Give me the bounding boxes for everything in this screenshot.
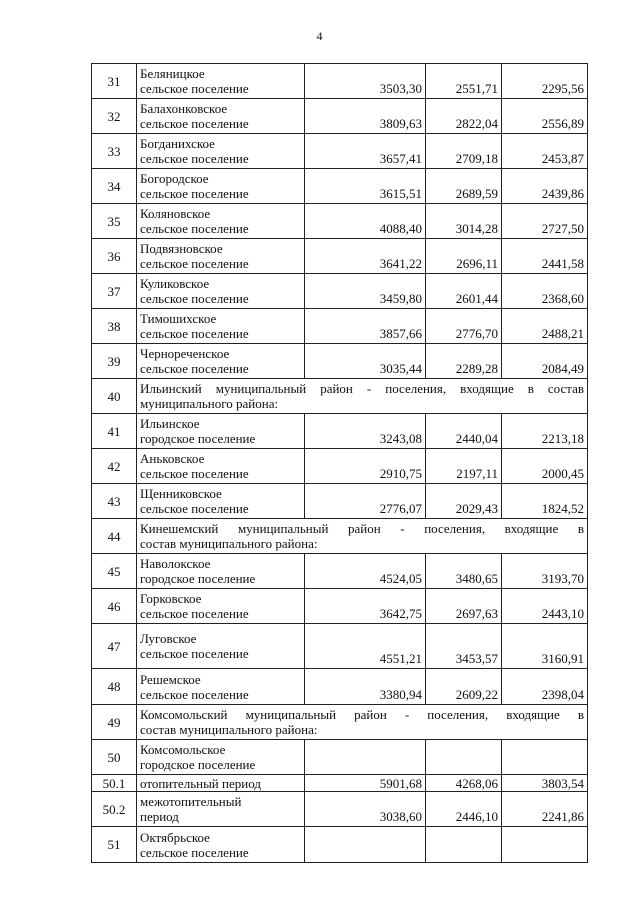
settlement-name-line: Куликовское bbox=[140, 276, 210, 291]
value-cell-1: 3503,30 bbox=[305, 64, 426, 99]
value-cell-3 bbox=[502, 827, 588, 863]
settlement-name bbox=[137, 344, 305, 379]
table-row bbox=[92, 169, 588, 204]
value-cell-3: 2439,86 bbox=[502, 169, 588, 204]
value-cell-1: 3657,41 bbox=[305, 134, 426, 169]
settlement-name bbox=[137, 589, 305, 624]
value-cell-2: 2689,59 bbox=[426, 169, 502, 204]
settlement-name-line: сельское поселение bbox=[140, 151, 249, 166]
value-cell-3: 2727,50 bbox=[502, 204, 588, 239]
settlement-name-line: межотопительный bbox=[140, 794, 242, 809]
table-row bbox=[92, 379, 588, 414]
settlement-name-line: отопительный период bbox=[140, 775, 261, 791]
settlement-name-line: сельское поселение bbox=[140, 606, 249, 621]
settlement-name-line: Октябрьское bbox=[140, 829, 210, 845]
value-cell-1 bbox=[305, 740, 426, 775]
row-number: 39 bbox=[92, 344, 137, 379]
value-cell-2: 2601,44 bbox=[426, 274, 502, 309]
value-cell-3: 2443,10 bbox=[502, 589, 588, 624]
value-cell-3: 2084,49 bbox=[502, 344, 588, 379]
row-number: 35 bbox=[92, 204, 137, 239]
row-number: 42 bbox=[92, 449, 137, 484]
value-cell-2: 2697,63 bbox=[426, 589, 502, 624]
settlement-name-line: Чернореченское bbox=[140, 346, 230, 361]
row-number: 46 bbox=[92, 589, 137, 624]
settlement-name bbox=[137, 99, 305, 134]
value-cell-2: 2289,28 bbox=[426, 344, 502, 379]
settlement-name-line: сельское поселение bbox=[140, 186, 249, 201]
table-row bbox=[92, 775, 588, 792]
value-cell-3: 2488,21 bbox=[502, 309, 588, 344]
row-number: 32 bbox=[92, 99, 137, 134]
value-cell-2: 2446,10 bbox=[426, 792, 502, 827]
value-cell-2: 2440,04 bbox=[426, 414, 502, 449]
table-row bbox=[92, 589, 588, 624]
table-row bbox=[92, 309, 588, 344]
district-header-line: состав муниципального района: bbox=[140, 722, 318, 737]
value-cell-1: 2910,75 bbox=[305, 449, 426, 484]
settlement-name-line: Подвязновское bbox=[140, 241, 223, 256]
settlement-name bbox=[137, 449, 305, 484]
value-cell-3 bbox=[502, 740, 588, 775]
settlement-name bbox=[137, 775, 305, 792]
settlement-name bbox=[137, 624, 305, 669]
row-number: 45 bbox=[92, 554, 137, 589]
settlement-name bbox=[137, 740, 305, 775]
settlement-name-line: Щенниковское bbox=[140, 486, 222, 501]
settlement-name-line: городское поселение bbox=[140, 571, 256, 586]
value-cell-1: 4524,05 bbox=[305, 554, 426, 589]
settlement-name-line: сельское поселение bbox=[140, 221, 249, 236]
settlement-name-line: сельское поселение bbox=[140, 361, 249, 376]
value-cell-3: 2368,60 bbox=[502, 274, 588, 309]
table-row bbox=[92, 99, 588, 134]
settlement-name bbox=[137, 827, 305, 863]
tariff-table bbox=[91, 63, 588, 863]
settlement-name bbox=[137, 169, 305, 204]
settlement-name bbox=[137, 309, 305, 344]
district-header-line: Комсомольский муниципальный район - поселения, входящие в bbox=[140, 707, 584, 722]
value-cell-2: 3480,65 bbox=[426, 554, 502, 589]
row-number: 34 bbox=[92, 169, 137, 204]
table-row bbox=[92, 449, 588, 484]
value-cell-2: 3014,28 bbox=[426, 204, 502, 239]
value-cell-3: 2241,86 bbox=[502, 792, 588, 827]
table-row bbox=[92, 484, 588, 519]
value-cell-1: 3857,66 bbox=[305, 309, 426, 344]
settlement-name-line: Богородское bbox=[140, 171, 209, 186]
settlement-name-line: сельское поселение bbox=[140, 326, 249, 341]
value-cell-3: 2213,18 bbox=[502, 414, 588, 449]
table-row bbox=[92, 705, 588, 740]
settlement-name-line: Балахонковское bbox=[140, 101, 228, 116]
value-cell-1 bbox=[305, 827, 426, 863]
table-row bbox=[92, 204, 588, 239]
value-cell-1: 3641,22 bbox=[305, 239, 426, 274]
settlement-name-line: Богданихское bbox=[140, 136, 215, 151]
settlement-name bbox=[137, 414, 305, 449]
settlement-name-line: городское поселение bbox=[140, 757, 256, 772]
value-cell-3: 3193,70 bbox=[502, 554, 588, 589]
settlement-name-line: сельское поселение bbox=[140, 466, 249, 481]
value-cell-2 bbox=[426, 740, 502, 775]
settlement-name bbox=[137, 134, 305, 169]
value-cell-1: 3642,75 bbox=[305, 589, 426, 624]
value-cell-2: 2551,71 bbox=[426, 64, 502, 99]
value-cell-1: 3380,94 bbox=[305, 669, 426, 705]
value-cell-2: 2696,11 bbox=[426, 239, 502, 274]
settlement-name-line: сельское поселение bbox=[140, 116, 249, 131]
settlement-name-line: Луговское bbox=[140, 631, 197, 646]
settlement-name-line: сельское поселение bbox=[140, 646, 249, 661]
settlement-name bbox=[137, 484, 305, 519]
value-cell-2: 2029,43 bbox=[426, 484, 502, 519]
district-header-line: муниципального района: bbox=[140, 396, 279, 411]
value-cell-2: 2822,04 bbox=[426, 99, 502, 134]
settlement-name-line: Решемское bbox=[140, 671, 201, 687]
value-cell-1: 3459,80 bbox=[305, 274, 426, 309]
settlement-name bbox=[137, 792, 305, 827]
district-header bbox=[137, 519, 588, 554]
row-number: 51 bbox=[92, 827, 137, 863]
value-cell-2: 2776,70 bbox=[426, 309, 502, 344]
row-number: 41 bbox=[92, 414, 137, 449]
value-cell-2 bbox=[426, 827, 502, 863]
settlement-name-line: сельское поселение bbox=[140, 686, 249, 702]
settlement-name bbox=[137, 239, 305, 274]
district-header bbox=[137, 705, 588, 740]
settlement-name bbox=[137, 669, 305, 705]
settlement-name-line: Комсомольское bbox=[140, 742, 226, 757]
settlement-name-line: Ильинское bbox=[140, 416, 200, 431]
settlement-name-line: городское поселение bbox=[140, 431, 256, 446]
settlement-name-line: период bbox=[140, 809, 179, 824]
table-row bbox=[92, 134, 588, 169]
table-row bbox=[92, 414, 588, 449]
value-cell-2: 4268,06 bbox=[426, 775, 502, 792]
value-cell-1: 3243,08 bbox=[305, 414, 426, 449]
settlement-name-line: Аньковское bbox=[140, 451, 205, 466]
row-number: 33 bbox=[92, 134, 137, 169]
settlement-name bbox=[137, 64, 305, 99]
table-row bbox=[92, 669, 588, 705]
table-row bbox=[92, 827, 588, 863]
row-number: 38 bbox=[92, 309, 137, 344]
settlement-name-line: Наволокское bbox=[140, 556, 211, 571]
table-row bbox=[92, 554, 588, 589]
value-cell-2: 2197,11 bbox=[426, 449, 502, 484]
row-number: 31 bbox=[92, 64, 137, 99]
row-number: 40 bbox=[92, 379, 137, 414]
district-header-line: Ильинский муниципальный район - поселения, входящие в состав bbox=[140, 381, 584, 396]
value-cell-3: 2295,56 bbox=[502, 64, 588, 99]
row-number: 37 bbox=[92, 274, 137, 309]
value-cell-3: 3160,91 bbox=[502, 624, 588, 669]
page-number: 4 bbox=[316, 29, 323, 43]
settlement-name-line: сельское поселение bbox=[140, 844, 249, 860]
table-body bbox=[92, 64, 588, 863]
settlement-name-line: сельское поселение bbox=[140, 291, 249, 306]
value-cell-3: 2398,04 bbox=[502, 669, 588, 705]
settlement-name bbox=[137, 554, 305, 589]
table-row bbox=[92, 519, 588, 554]
table-row bbox=[92, 344, 588, 379]
row-number: 48 bbox=[92, 669, 137, 705]
value-cell-1: 4551,21 bbox=[305, 624, 426, 669]
table-row bbox=[92, 274, 588, 309]
row-number: 50.2 bbox=[92, 792, 137, 827]
value-cell-2: 2609,22 bbox=[426, 669, 502, 705]
settlement-name-line: Беляницкое bbox=[140, 66, 205, 81]
table-row bbox=[92, 64, 588, 99]
settlement-name-line: Горковское bbox=[140, 591, 202, 606]
table-row bbox=[92, 624, 588, 669]
value-cell-3: 3803,54 bbox=[502, 775, 588, 792]
value-cell-3: 2441,58 bbox=[502, 239, 588, 274]
value-cell-1: 3038,60 bbox=[305, 792, 426, 827]
value-cell-1: 3615,51 bbox=[305, 169, 426, 204]
value-cell-1: 4088,40 bbox=[305, 204, 426, 239]
table-row bbox=[92, 239, 588, 274]
value-cell-1: 2776,07 bbox=[305, 484, 426, 519]
value-cell-3: 2453,87 bbox=[502, 134, 588, 169]
table-row bbox=[92, 792, 588, 827]
row-number: 50.1 bbox=[92, 775, 137, 792]
district-header-line: Кинешемский муниципальный район - поселения, входящие в bbox=[140, 521, 584, 536]
value-cell-1: 3809,63 bbox=[305, 99, 426, 134]
value-cell-1: 5901,68 bbox=[305, 775, 426, 792]
settlement-name-line: сельское поселение bbox=[140, 256, 249, 271]
value-cell-1: 3035,44 bbox=[305, 344, 426, 379]
table-row bbox=[92, 740, 588, 775]
settlement-name-line: Тимошихское bbox=[140, 311, 217, 326]
value-cell-2: 2709,18 bbox=[426, 134, 502, 169]
settlement-name-line: сельское поселение bbox=[140, 81, 249, 96]
row-number: 47 bbox=[92, 624, 137, 669]
row-number: 44 bbox=[92, 519, 137, 554]
row-number: 49 bbox=[92, 705, 137, 740]
district-header bbox=[137, 379, 588, 414]
settlement-name-line: сельское поселение bbox=[140, 501, 249, 516]
row-number: 50 bbox=[92, 740, 137, 775]
row-number: 43 bbox=[92, 484, 137, 519]
value-cell-3: 2556,89 bbox=[502, 99, 588, 134]
row-number: 36 bbox=[92, 239, 137, 274]
settlement-name bbox=[137, 204, 305, 239]
district-header-line: состав муниципального района: bbox=[140, 536, 318, 551]
value-cell-3: 1824,52 bbox=[502, 484, 588, 519]
value-cell-3: 2000,45 bbox=[502, 449, 588, 484]
value-cell-2: 3453,57 bbox=[426, 624, 502, 669]
settlement-name-line: Коляновское bbox=[140, 206, 211, 221]
settlement-name bbox=[137, 274, 305, 309]
